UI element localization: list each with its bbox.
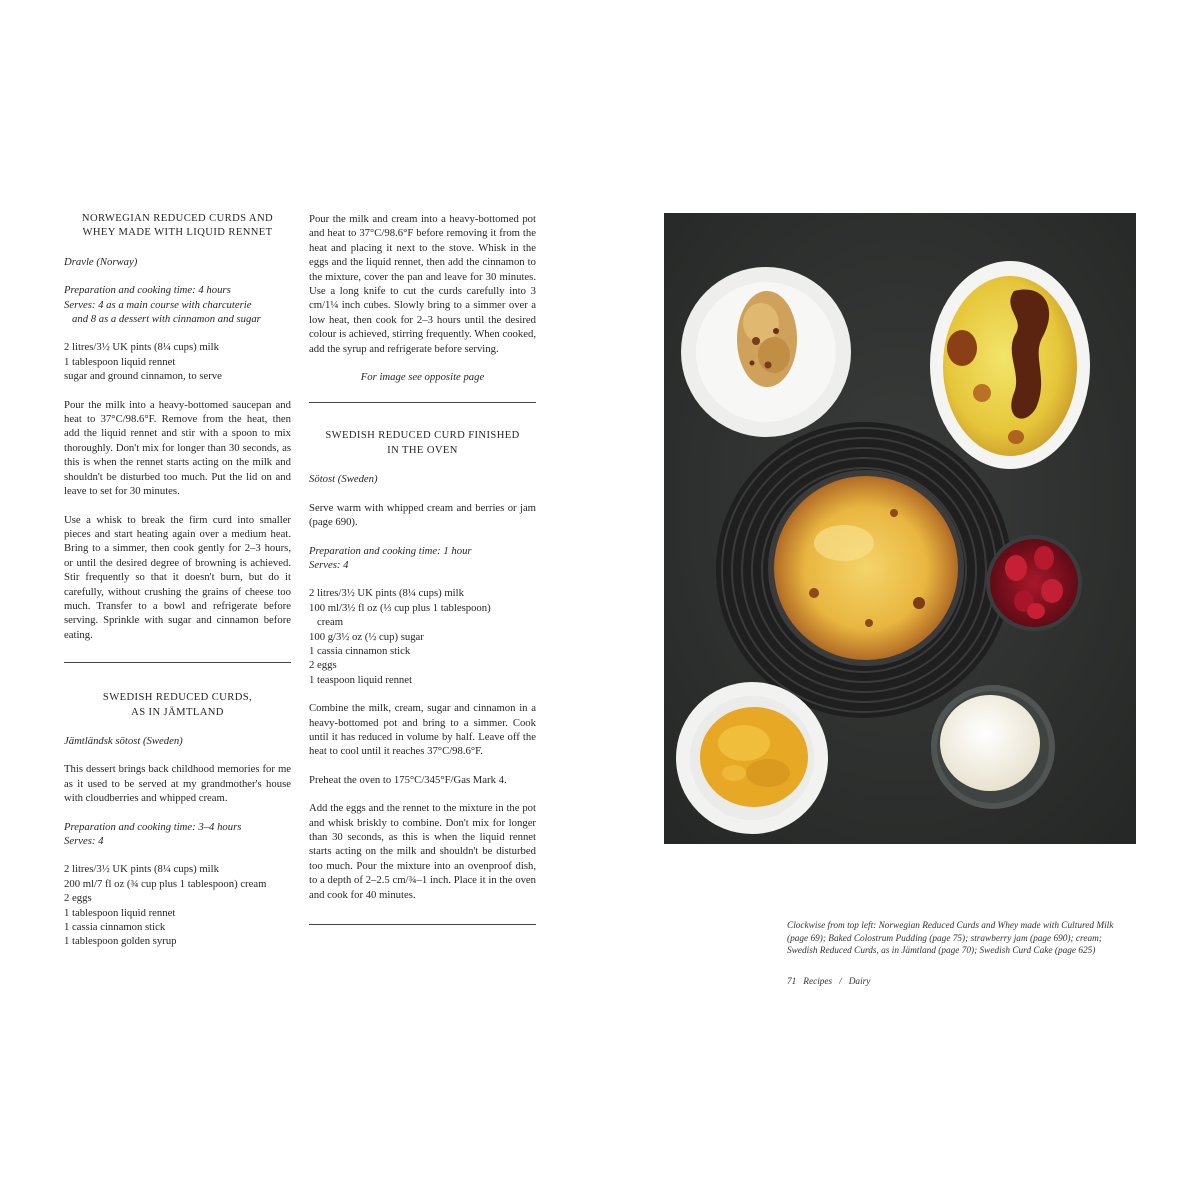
bowl-strawberry-jam [986, 535, 1082, 631]
image-reference: For image see opposite page [360, 371, 485, 384]
ingredient: 2 eggs [64, 892, 92, 905]
ingredient: 1 tablespoon liquid rennet [64, 906, 176, 919]
method-paragraph: Combine the milk, cream, sugar and cinnamon in a heavy-bottomed pot and bring to a simmer. Cook until it has reduced in volume by half. Leave off the heat to cool until it reaches 37°C/98.6°F. [309, 702, 536, 758]
ingredient: 100 g/3½ oz (½ cup) sugar [309, 630, 424, 643]
title-line: WHEY MADE WITH LIQUID RENNET [82, 227, 273, 239]
serves: Serves: 4 as a main course with charcuterie [64, 298, 252, 311]
dish-colostrum-pudding [930, 261, 1090, 469]
ingredient: 1 teaspoon liquid rennet [309, 673, 412, 686]
bowl-cream [931, 685, 1055, 809]
ingredient: 1 cassia cinnamon stick [64, 921, 166, 934]
title-line: NORWEGIAN REDUCED CURDS AND [81, 213, 274, 224]
section-divider [309, 924, 536, 925]
ingredient: 200 ml/7 fl oz (¾ cup plus 1 tablespoon) cream [64, 877, 267, 890]
ingredient: 100 ml/3½ fl oz (⅓ cup plus 1 tablespoon) [309, 601, 491, 614]
native-name-sotost: Sötost (Sweden) [309, 473, 378, 486]
ingredient: 1 tablespoon liquid rennet [64, 355, 176, 368]
native-name-dravle: Dravle (Norway) [64, 255, 138, 268]
title-line: SWEDISH REDUCED CURD FINISHED [325, 430, 520, 442]
recipe-title-jamtland [64, 691, 291, 720]
ingredient: 2 litres/3½ UK pints (8¼ cups) milk [309, 587, 464, 600]
method-paragraph: Use a whisk to break the firm curd into smaller pieces and start heating again over a medium heat. Bring to a simmer, then cook gently for 2–3 hours, or until the desired degree of browning is achieved. Stir frequently so that it doesn't burn, but do it carefully, without crushing the grains of cheese too much. Transfer to a bowl and refrigerate before serving. Sprinkle with sugar and cinnamon before eating. [64, 513, 291, 641]
ingredient: 1 cassia cinnamon stick [309, 644, 411, 657]
title-line: AS IN JÄMTLAND [131, 706, 224, 718]
plate-reduced-curds [681, 267, 851, 437]
prep-time: Preparation and cooking time: 1 hour [309, 544, 472, 557]
plate-curd-cake [716, 422, 1012, 718]
serves: Serves: 4 [64, 835, 104, 847]
serves-continued: and 8 as a dessert with cinnamon and sugar [72, 313, 261, 326]
title-line: IN THE OVEN [387, 444, 458, 456]
ingredient: sugar and ground cinnamon, to serve [64, 370, 222, 383]
method-paragraph: Pour the milk into a heavy-bottomed saucepan and heat to 37°C/98.6°F. Remove from the heat, then add the liquid rennet and stir with a spoon to mix thoroughly. Don't mix for longer than 30 seconds, as this is when the rennet starts acting on the milk and shouldn't be disturbed too much. Put the lid on and leave to set for 30 minutes. [64, 398, 291, 498]
ingredient: 2 litres/3½ UK pints (8¼ cups) milk [64, 341, 219, 354]
ingredient: 2 litres/3½ UK pints (8¼ cups) milk [64, 863, 219, 876]
left-text-column [64, 212, 291, 949]
prep-time: Preparation and cooking time: 4 hours [64, 284, 231, 297]
method-paragraph: Add the eggs and the rennet to the mixture in the pot and whisk briskly to combine. Don't mix for longer than 30 seconds, as this is when the liquid rennet starts acting on the milk and shouldn't be disturbed too much. Pour the mixture into an ovenproof dish, to a depth of 2–2.5 cm/¾–1 inch. Place it in the oven and cook for 40 minutes. [309, 802, 536, 901]
recipe-title-dravle [64, 212, 291, 241]
page-footer-folio: 71 Recipes / Dairy [787, 977, 871, 987]
recipe-intro: This dessert brings back childhood memories for me as it used to be served at my grandmother's house with cloudberries and whipped cream. [64, 763, 291, 805]
photo-caption: Clockwise from top left: Norwegian Reduced Curds and Whey made with Cultured Milk (page 69); Baked Colostrum Pudding (page 75); strawberry jam (page 690); cream; Swedish Reduced Curds, as in Jämtland (page 70); Swedish Curd Cake (page 625) [787, 921, 1114, 957]
method-paragraph: Pour the milk and cream into a heavy-bottomed pot and heat to 37°C/98.6°F before removing it from the heat and placing it next to the stove. Whisk in the eggs and the liquid rennet, then add the cinnamon to the mixture, cover the pan and leave for 30 minutes. Use a long knife to cut the curds carefully into 3 cm/1¼ inch cubes. Slowly bring to a simmer over a low heat, then cook for 2–3 hours until the desired colour is achieved, stirring frequently. When cooked, add the syrup and refrigerate before serving. [309, 213, 536, 355]
title-line: SWEDISH REDUCED CURDS, [102, 692, 253, 704]
method-paragraph: Preheat the oven to 175°C/345°F/Gas Mark 4. [309, 773, 507, 786]
ingredient: 2 eggs [309, 659, 337, 672]
native-name-jamtland: Jämtländsk sötost (Sweden) [64, 734, 183, 747]
ingredient: cream [317, 616, 344, 629]
serves: Serves: 4 [309, 558, 349, 571]
ingredient: 1 tablespoon golden syrup [64, 935, 177, 948]
food-photo [664, 213, 1136, 844]
recipe-title-sotost [309, 429, 536, 458]
recipe-intro: Serve warm with whipped cream and berries or jam (page 690). [309, 501, 536, 529]
prep-time: Preparation and cooking time: 3–4 hours [64, 820, 242, 833]
bowl-jamtland-curds [676, 682, 828, 834]
middle-text-column [309, 212, 536, 925]
